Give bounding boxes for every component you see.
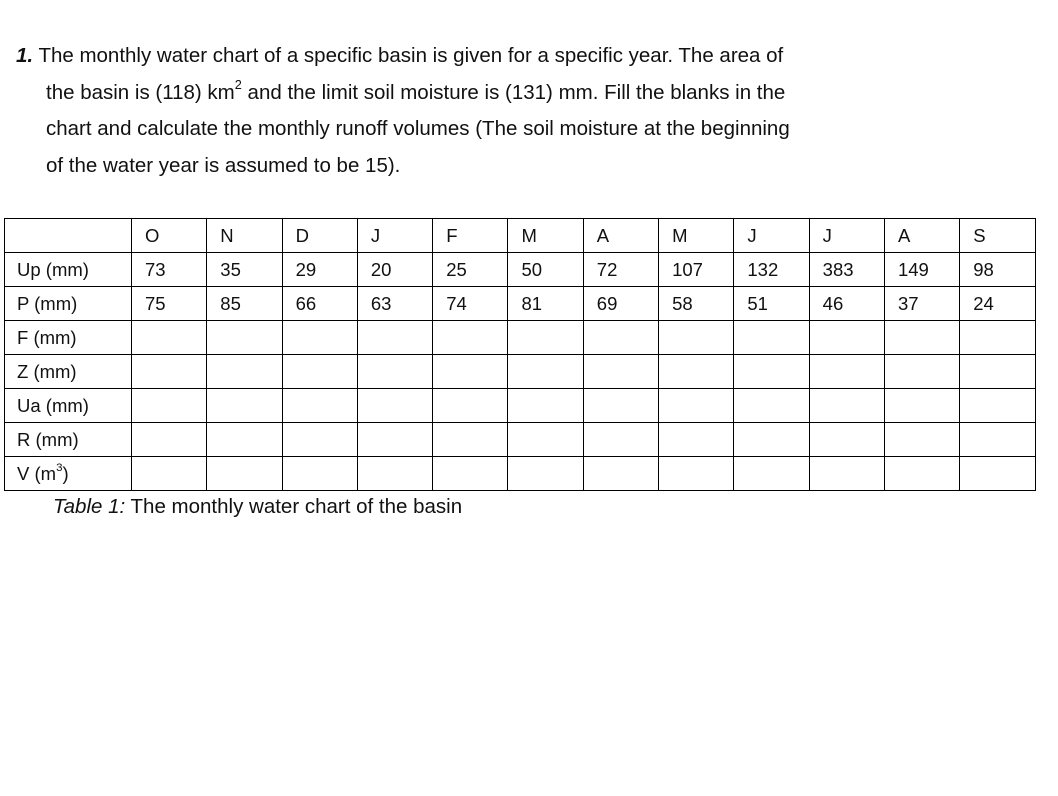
problem-number: 1. — [16, 44, 34, 67]
blank-cell — [207, 355, 282, 389]
blank-cell — [508, 423, 583, 457]
blank-cell — [282, 355, 357, 389]
blank-cell — [734, 389, 809, 423]
blank-cell — [357, 355, 432, 389]
blank-cell — [659, 457, 734, 491]
row-label: F (mm) — [5, 321, 132, 355]
blank-cell — [132, 355, 207, 389]
area-unit-superscript: 2 — [234, 76, 242, 92]
blank-cell — [809, 389, 884, 423]
row-label: R (mm) — [5, 423, 132, 457]
blank-cell — [583, 355, 658, 389]
blank-cell — [884, 355, 959, 389]
blank-cell — [960, 355, 1035, 389]
month-header-cell: M — [659, 219, 734, 253]
blank-cell — [433, 355, 508, 389]
data-cell: 37 — [884, 287, 959, 321]
month-header-cell: J — [734, 219, 809, 253]
table-row-v — [5, 457, 1036, 491]
data-cell: 35 — [207, 253, 282, 287]
data-cell: 29 — [282, 253, 357, 287]
blank-cell — [433, 423, 508, 457]
row-label: P (mm) — [5, 287, 132, 321]
blank-cell — [734, 321, 809, 355]
blank-cell — [960, 457, 1035, 491]
blank-cell — [433, 389, 508, 423]
data-cell: 24 — [960, 287, 1035, 321]
month-header-cell: M — [508, 219, 583, 253]
problem-text-line-1: The monthly water chart of a specific basin is given for a specific year. The area of — [38, 44, 784, 67]
data-cell: 66 — [282, 287, 357, 321]
data-cell: 98 — [960, 253, 1035, 287]
blank-cell — [508, 457, 583, 491]
data-cell: 383 — [809, 253, 884, 287]
blank-cell — [884, 389, 959, 423]
blank-cell — [659, 389, 734, 423]
data-cell: 81 — [508, 287, 583, 321]
month-header-cell: J — [357, 219, 432, 253]
blank-cell — [357, 389, 432, 423]
blank-cell — [884, 457, 959, 491]
table-row-ua — [5, 389, 1036, 423]
blank-cell — [207, 321, 282, 355]
data-cell: 149 — [884, 253, 959, 287]
month-header-cell: A — [884, 219, 959, 253]
data-cell: 85 — [207, 287, 282, 321]
volume-unit-superscript: 3 — [56, 461, 63, 474]
table-caption-number: Table 1: — [53, 495, 126, 518]
month-header-cell: J — [809, 219, 884, 253]
row-label: Z (mm) — [5, 355, 132, 389]
blank-cell — [132, 389, 207, 423]
table-row-r — [5, 423, 1036, 457]
blank-cell — [809, 321, 884, 355]
table-caption — [53, 495, 462, 519]
blank-cell — [884, 321, 959, 355]
blank-cell — [282, 423, 357, 457]
blank-cell — [282, 457, 357, 491]
blank-cell — [960, 423, 1035, 457]
row-label-v-text: V (m — [17, 462, 57, 484]
data-cell: 51 — [734, 287, 809, 321]
table-corner-cell — [5, 219, 132, 253]
month-header-cell: F — [433, 219, 508, 253]
month-header-cell: A — [583, 219, 658, 253]
blank-cell — [132, 321, 207, 355]
blank-cell — [809, 423, 884, 457]
table-row-p — [5, 287, 1036, 321]
blank-cell — [282, 389, 357, 423]
row-label — [5, 457, 132, 491]
problem-line-2 — [16, 75, 926, 112]
blank-cell — [734, 423, 809, 457]
data-cell: 58 — [659, 287, 734, 321]
blank-cell — [583, 423, 658, 457]
blank-cell — [207, 423, 282, 457]
month-header-cell: N — [207, 219, 282, 253]
data-cell: 74 — [433, 287, 508, 321]
blank-cell — [132, 423, 207, 457]
blank-cell — [132, 457, 207, 491]
blank-cell — [357, 423, 432, 457]
table-caption-text: The monthly water chart of the basin — [125, 495, 463, 518]
problem-line-3: chart and calculate the monthly runoff volumes (The soil moisture at the beginning — [46, 117, 790, 140]
month-header-row — [5, 219, 1036, 253]
blank-cell — [357, 321, 432, 355]
data-cell: 75 — [132, 287, 207, 321]
data-cell: 50 — [508, 253, 583, 287]
problem-line-4: of the water year is assumed to be 15). — [46, 153, 401, 177]
blank-cell — [207, 389, 282, 423]
blank-cell — [809, 355, 884, 389]
blank-cell — [659, 321, 734, 355]
blank-cell — [583, 457, 658, 491]
blank-cell — [433, 457, 508, 491]
data-cell: 69 — [583, 287, 658, 321]
blank-cell — [583, 321, 658, 355]
data-cell: 20 — [357, 253, 432, 287]
data-cell: 73 — [132, 253, 207, 287]
month-header-cell: S — [960, 219, 1035, 253]
blank-cell — [583, 389, 658, 423]
table-row-f — [5, 321, 1036, 355]
data-cell: 63 — [357, 287, 432, 321]
blank-cell — [960, 389, 1035, 423]
blank-cell — [357, 457, 432, 491]
table-row-up — [5, 253, 1036, 287]
blank-cell — [282, 321, 357, 355]
blank-cell — [508, 355, 583, 389]
row-label: Up (mm) — [5, 253, 132, 287]
blank-cell — [659, 423, 734, 457]
month-header-cell: O — [132, 219, 207, 253]
problem-text-line-2a: the basin is (118) km — [46, 80, 235, 104]
data-cell: 72 — [583, 253, 658, 287]
monthly-water-chart-table — [4, 218, 1036, 491]
data-cell: 107 — [659, 253, 734, 287]
month-header-cell: D — [282, 219, 357, 253]
blank-cell — [659, 355, 734, 389]
data-cell: 46 — [809, 287, 884, 321]
problem-text-line-2b: and the limit soil moisture is (131) mm. Fill the blanks in the — [241, 80, 786, 104]
blank-cell — [884, 423, 959, 457]
blank-cell — [433, 321, 508, 355]
row-label-v-close: ) — [62, 462, 69, 484]
data-cell: 132 — [734, 253, 809, 287]
problem-statement — [16, 38, 926, 184]
problem-line-1 — [16, 38, 926, 75]
row-label: Ua (mm) — [5, 389, 132, 423]
blank-cell — [734, 355, 809, 389]
table-row-z — [5, 355, 1036, 389]
data-cell: 25 — [433, 253, 508, 287]
blank-cell — [207, 457, 282, 491]
blank-cell — [508, 389, 583, 423]
blank-cell — [809, 457, 884, 491]
blank-cell — [734, 457, 809, 491]
blank-cell — [508, 321, 583, 355]
blank-cell — [960, 321, 1035, 355]
